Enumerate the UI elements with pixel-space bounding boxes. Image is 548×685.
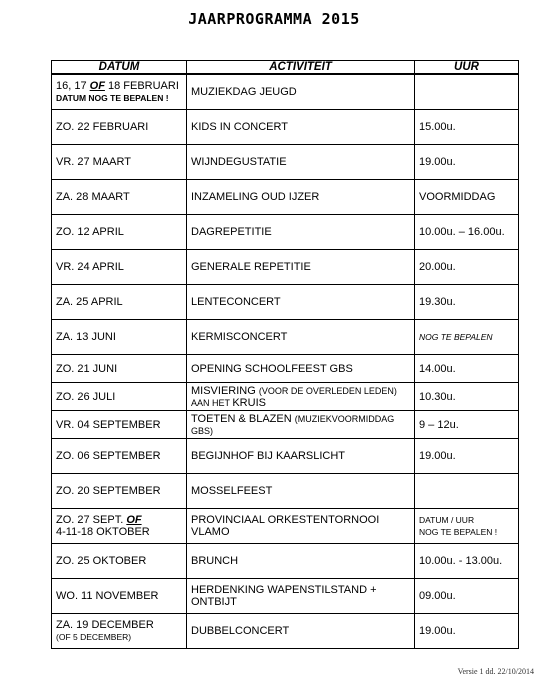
activiteit-text: VLAMO bbox=[191, 526, 230, 538]
activiteit-cell bbox=[187, 411, 415, 439]
datum-cell: VR. 24 APRIL bbox=[52, 250, 187, 285]
activiteit-text: TOETEN & BLAZEN bbox=[191, 412, 295, 425]
uur-cell: 14.00u. bbox=[415, 355, 519, 383]
activiteit-cell: MOSSELFEEST bbox=[187, 474, 415, 509]
table-row bbox=[52, 250, 519, 285]
table-row bbox=[52, 110, 519, 145]
header-activiteit: ACTIVITEIT bbox=[187, 61, 415, 75]
activiteit-cell: KERMISCONCERT bbox=[187, 320, 415, 355]
datum-text: 16, 17 bbox=[56, 80, 90, 92]
datum-cell: ZA. 25 APRIL bbox=[52, 285, 187, 320]
activiteit-note: GBS) bbox=[191, 425, 214, 436]
activiteit-text: HERDENKING WAPENSTILSTAND + bbox=[191, 584, 377, 596]
uur-cell bbox=[415, 509, 519, 544]
table-row bbox=[52, 320, 519, 355]
datum-cell: VR. 27 MAART bbox=[52, 145, 187, 180]
uur-cell: 10.00u. - 13.00u. bbox=[415, 544, 519, 579]
datum-text: ZO. 27 SEPT. bbox=[56, 514, 127, 526]
activiteit-note: AAN HET bbox=[191, 397, 233, 408]
activiteit-note: (MUZIEKVOORMIDDAG bbox=[294, 413, 395, 424]
activiteit-cell bbox=[187, 383, 415, 411]
datum-cell: ZO. 20 SEPTEMBER bbox=[52, 474, 187, 509]
activiteit-note: (VOOR DE OVERLEDEN LEDEN) bbox=[258, 385, 397, 396]
datum-text: 4-11-18 OKTOBER bbox=[56, 526, 150, 538]
datum-cell: WO. 11 NOVEMBER bbox=[52, 579, 187, 614]
uur-cell: 19.30u. bbox=[415, 285, 519, 320]
table-row bbox=[52, 474, 519, 509]
activiteit-text: PROVINCIAAL ORKESTENTORNOOI bbox=[191, 514, 380, 526]
version-note: Versie 1 dd. 22/10/2014 bbox=[457, 667, 534, 676]
uur-text: DATUM / UUR bbox=[419, 515, 475, 525]
datum-cell: ZA. 13 JUNI bbox=[52, 320, 187, 355]
uur-cell: 15.00u. bbox=[415, 110, 519, 145]
activiteit-cell: WIJNDEGUSTATIE bbox=[187, 145, 415, 180]
table-row bbox=[52, 614, 519, 649]
activiteit-cell: GENERALE REPETITIE bbox=[187, 250, 415, 285]
datum-cell: ZA. 28 MAART bbox=[52, 180, 187, 215]
datum-note: (OF 5 DECEMBER) bbox=[56, 632, 132, 642]
uur-cell: 19.00u. bbox=[415, 145, 519, 180]
page-title: JAARPROGRAMMA 2015 bbox=[188, 10, 360, 28]
activiteit-cell: LENTECONCERT bbox=[187, 285, 415, 320]
table-row bbox=[52, 285, 519, 320]
datum-cell bbox=[52, 614, 187, 649]
uur-cell: 9 – 12u. bbox=[415, 411, 519, 439]
datum-note: DATUM NOG TE BEPALEN ! bbox=[56, 93, 169, 103]
datum-text: 18 FEBRUARI bbox=[104, 80, 179, 92]
activiteit-cell: MUZIEKDAG JEUGD bbox=[187, 74, 415, 110]
header-uur: UUR bbox=[415, 61, 519, 75]
uur-cell bbox=[415, 474, 519, 509]
uur-cell: VOORMIDDAG bbox=[415, 180, 519, 215]
activiteit-cell: OPENING SCHOOLFEEST GBS bbox=[187, 355, 415, 383]
datum-cell: ZO. 22 FEBRUARI bbox=[52, 110, 187, 145]
activiteit-cell: BRUNCH bbox=[187, 544, 415, 579]
uur-text: NOG TE BEPALEN ! bbox=[419, 527, 498, 537]
uur-cell: 19.00u. bbox=[415, 439, 519, 474]
table-row bbox=[52, 383, 519, 411]
datum-cell: VR. 04 SEPTEMBER bbox=[52, 411, 187, 439]
uur-cell: 10.00u. – 16.00u. bbox=[415, 215, 519, 250]
activiteit-text: ONTBIJT bbox=[191, 596, 237, 608]
activiteit-cell: BEGIJNHOF BIJ KAARSLICHT bbox=[187, 439, 415, 474]
activiteit-cell: DUBBELCONCERT bbox=[187, 614, 415, 649]
table-row bbox=[52, 411, 519, 439]
activiteit-cell bbox=[187, 509, 415, 544]
table-row bbox=[52, 579, 519, 614]
datum-cell bbox=[52, 509, 187, 544]
uur-cell bbox=[415, 74, 519, 110]
table-row bbox=[52, 509, 519, 544]
uur-cell: 09.00u. bbox=[415, 579, 519, 614]
header-datum: DATUM bbox=[52, 61, 187, 75]
activiteit-cell: DAGREPETITIE bbox=[187, 215, 415, 250]
uur-cell: 10.30u. bbox=[415, 383, 519, 411]
table-row bbox=[52, 180, 519, 215]
datum-cell: ZO. 25 OKTOBER bbox=[52, 544, 187, 579]
table-row bbox=[52, 215, 519, 250]
uur-cell: 19.00u. bbox=[415, 614, 519, 649]
program-table bbox=[51, 60, 519, 649]
datum-cell: ZO. 12 APRIL bbox=[52, 215, 187, 250]
table-header-row bbox=[52, 61, 519, 75]
uur-cell: 20.00u. bbox=[415, 250, 519, 285]
activiteit-cell bbox=[187, 579, 415, 614]
datum-cell bbox=[52, 74, 187, 110]
uur-cell: NOG TE BEPALEN bbox=[415, 320, 519, 355]
table-row bbox=[52, 74, 519, 110]
datum-cell: ZO. 06 SEPTEMBER bbox=[52, 439, 187, 474]
datum-or: OF bbox=[126, 514, 142, 526]
table-row bbox=[52, 439, 519, 474]
activiteit-cell: KIDS IN CONCERT bbox=[187, 110, 415, 145]
datum-cell: ZO. 26 JULI bbox=[52, 383, 187, 411]
table-row bbox=[52, 544, 519, 579]
datum-text: ZA. 19 DECEMBER bbox=[56, 619, 154, 631]
table-row bbox=[52, 355, 519, 383]
activiteit-cell: INZAMELING OUD IJZER bbox=[187, 180, 415, 215]
activiteit-text: MISVIERING bbox=[191, 384, 259, 397]
activiteit-text: KRUIS bbox=[232, 396, 266, 409]
table-row bbox=[52, 145, 519, 180]
datum-cell: ZO. 21 JUNI bbox=[52, 355, 187, 383]
datum-or: OF bbox=[89, 80, 105, 92]
